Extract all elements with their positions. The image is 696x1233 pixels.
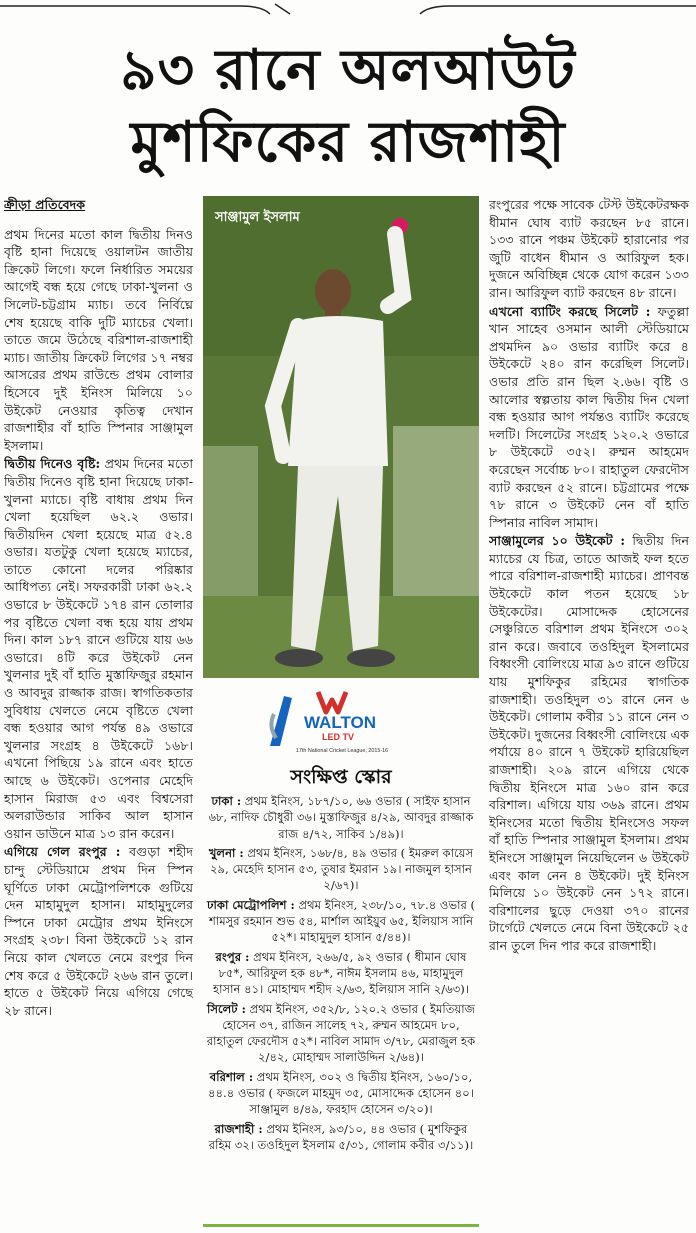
player-illustration [203, 196, 479, 678]
score-entry-dhaka [205, 793, 477, 842]
score-entry-sylhet [205, 1001, 477, 1066]
paragraph-sylhet [489, 303, 689, 532]
score-text: প্রথম ইনিংস, ৯৩/১০, ৪৪ ওভার ( মুশফিকুর রহিম ৩২। তওহিদুল ইসলাম ৫/৩১, গোলাম কবীর ৩/১১)। [208, 1121, 474, 1152]
score-entry-barishal [205, 1069, 477, 1118]
score-team: সিলেট : [207, 1001, 246, 1016]
scorecard [205, 793, 477, 1156]
headline-line-2: মুশফিকের রাজশাহী [130, 110, 566, 175]
subheading-sylhet: এখনো ব্যাটিং করছে সিলেট : [489, 303, 651, 319]
score-text: প্রথম ইনিংস, ৩৫২/৮, ১২০.২ ওভার ( ইমতিয়াজ হোসেন ৩৭, রাজিন সালেহ ৭২, রুম্মন আহমেদ ৮০, রাহাতুল ফেরদৌস ৫২*। নাবিল সামাদ ৩/৭৮, মেরাজুল হক ২/৪২, মোহাম্মদ সালাউদ্দিন ২/৬৪)। [206, 1001, 476, 1065]
score-team: ঢাকা : [211, 794, 242, 808]
article-column-1 [4, 196, 193, 1226]
paragraph-rangpur-cont: রংপুরের পক্ষে সাবেক টেস্ট উইকেটরক্ষক ধীমান ঘোষ ব্যাট করছেন ৮৫ রানে। ১৩৩ রানে পঞ্চম উইকেট হারানোর পর জুটি বাধেন ধীমান ও আরিফুল হক। দুজনে অবিচ্ছিন্ন থেকে যোগ করেন ১৩৩ রান। আরিফুল ব্যাট করছেন ৪৮ রানে। [489, 197, 689, 300]
logo-sub: LED TV [321, 732, 355, 742]
byline: ক্রীড়া প্রতিবেদক [4, 197, 86, 212]
score-team: বরিশাল : [209, 1069, 254, 1084]
score-team: ঢাকা মেট্রোপলিশ : [206, 897, 295, 912]
score-text: প্রথম ইনিংস, ৩০২ ও দ্বিতীয় ইনিংস, ১৬০/১০, ৪৪.৪ ওভার ( ফজলে মাহমুদ ৩৫, মোসাদ্দেক হোসেন ৪০। সাঞ্জামুল ৪/৪৯, ফরহাদ হোসেন ৩/২০)। [208, 1069, 474, 1117]
paragraph-rangpur [4, 843, 193, 1019]
paragraph-text: দ্বিতীয় দিন ম্যাচের যে চিত্র, তাতে আজই ফল হতে পারে বরিশাল-রাজশাহী ম্যাচের। প্রাণবন্ত উইকেটে কাল পতন হয়েছে ১৮ উইকেটের। মোসাদ্দেক হোসেনের সেঞ্চুরিতে বরিশাল প্রথম ইনিংসে ৩০২ রান করে। জবাবে তওহিদুল ইসলামের বিধ্বংসী বোলিংয়ে মাত্র ৯৩ রানে গুটিয়ে যায় মুশফিকুর রহিমের স্বাগতিক রাজশাহী। তওহিদুল ৩১ রানে নেন ৬ উইকেট। গোলাম কবীর ১১ রানে নেন ৩ উইকেট। দুজনের বিধ্বংসী বোলিংয়ে এক পর্যায়ে ৪০ রানে ৭ উইকেট হারিয়েছিল রাজশাহী। ২০৯ রানে এগিয়ে থেকে দ্বিতীয় ইনিংসে মাত্র ১৬০ রান করে বরিশাল। এগিয়ে যায় ৩৬৯ রানে। প্রথম ইনিংসের মতো দ্বিতীয় ইনিংসেও সফল বাঁ হাতি স্পিনার সাঞ্জামুল ইসলাম। প্রথম ইনিংসে সাঞ্জামুল নিয়েছিলেন ৬ উইকেট এবং কাল নেন ৪ উইকেট। দুই ইনিংস মিলিয়ে ১০ উইকেট নেন ১৭২ রানে। বরিশালের ছুড়ে দেওয়া ৩৭০ রানের টার্গেটে খেলতে নেমে বিনা উইকেটে ২৫ রান তুলে দিন পার করে রাজশাহী। [489, 533, 689, 953]
logo-brand: WALTON [303, 713, 377, 732]
score-entry-rajshahi [205, 1121, 477, 1154]
score-entry-dhaka-metro [205, 897, 477, 946]
paragraph-text: প্রথম দিনের মতো দ্বিতীয় দিনেও বৃষ্টি হানা দিয়েছে ঢাকা-খুলনা ম্যাচে। বৃষ্টি বাধায় প্রথম দিন খেলা হয়েছিল ৬২.২ ওভার। দ্বিতীয়দিন খেলা হয়েছে মাত্র ৫২.৪ ওভার। যতটুকু খেলা হয়েছে ম্যাচের, তাতে কোনো দলের পরিষ্কার আধিপত্য নেই। সফরকারী ঢাকা ৬২.২ ওভারে ৮ উইকেটে ১৭৪ রান তোলার পর বৃষ্টিতে খেলা বন্ধ হয়ে যায় প্রথম দিন। কাল ১৮৭ রানে গুটিয়ে যায় ৬৬ ওভারে। ৪টি করে উইকেট নেন খুলনার দুই বাঁ হাতি মুস্তাফিজুর রহমান ও আবদুর রাজ্জাক রাজ। স্বাগতিকতার সুবিধায় খেলতে নেমে বৃষ্টিতে খেলা বন্ধ হওয়ার আগ পর্যন্ত ৪৯ ওভারে খুলনার সংগ্রহ ৪ উইকেটে ১৬৮। এখনো পিছিয়ে ১৯ রানে এবং হাতে আছে ৬ উইকেট। ওপেনার মেহেদি হাসান মিরাজ ৫৩ এবং বিশ্বসেরা অলরাউন্ডার সাকিব আল হাসান ওয়ান ডাউনে মাত্র ১৩ রান করেন। [4, 456, 193, 841]
paragraph-sanjamul [489, 532, 689, 954]
logo-event: 17th National Cricket League, 2015-16 [295, 748, 389, 754]
score-text: প্রথম ইনিংস, ১৮৭/১০, ৬৬ ওভার ( সাইফ হাসান ৬৮, নাদিফ চৌধুরী ৩৬। মুস্তাফিজুর ৪/২৯, আবদুর রাজ্জাক রাজ ৪/৭২, সাকিব ১/৪৯)। [208, 794, 474, 841]
score-team: রংপুর : [215, 949, 250, 964]
subheading-rangpur: এগিয়ে গেল রংপুর : [4, 844, 121, 860]
headline-line-1: ৯৩ রানে অলআউট [120, 38, 576, 103]
walton-logo [262, 686, 400, 758]
score-team: রাজশাহী : [214, 1121, 263, 1136]
paragraph-text: বগুড়া শহীদ চান্দু স্টেডিয়ামে প্রথম দিন স্পিন ঘূর্ণিতে ঢাকা মেট্রোপলিশকে গুটিয়ে দেন মাহামুদুল হাসান। মাহামুদুলের স্পিনে ঢাকা মেট্রোর প্রথম ইনিংসে সংগ্রহ ২৩৮। বিনা উইকেটে ১২ রান নিয়ে কাল খেলতে নেমে রংপুর দিন শেষ করে ৫ উইকেটে ২৬৬ রান তুলে। হাতে ৫ উইকেট নিয়ে এগিয়ে গেছে ২৮ রানে। [4, 844, 193, 1018]
photo-caption: সাঞ্জামুল ইসলাম [215, 210, 300, 225]
score-team: খুলনা : [208, 845, 244, 860]
paragraph-text: ফতুল্লা খান সাহেব ওসমান আলী স্টেডিয়ামে প্রথমদিন ৯০ ওভার ব্যাটিং করে ৪ উইকেটে ২৪০ রান করেছিল সিলেট। ওভার প্রতি রান ছিল ২.৬৬। বৃষ্টি ও আলোর স্বল্পতায় কাল দ্বিতীয় দিন খেলা বন্ধ হওয়ার আগ পর্যন্তও ব্যাটিং করেছে দলটি। সিলেটের সংগ্রহ ১২০.২ ওভারে ৮ উইকেটে ৩৫২। রুম্মন আহমেদ করেছেন সর্বোচ্চ ৮০। রাহাতুল ফেরদৌস ব্যাট করছেন ৫২ রানে। চট্টগ্রামের পক্ষে ৭৮ রানে ৩ উইকেট নেন বাঁ হাতি স্পিনার নাবিল সামাদ। [489, 303, 689, 530]
score-entry-rangpur [205, 949, 477, 998]
score-text: প্রথম ইনিংস, ২৬৬/৫, ৯২ ওভার ( ধীমান ঘোষ ৮৫*, আরিফুল হক ৪৮*, নাঈম ইসলাম ৪৬, মাহামুদুল হাসান ৪১। মোহাম্মদ শহীদ ২/৬৩, ইলিয়াস সানি ২/৬৩)। [213, 949, 469, 997]
paragraph-dhaka-khulna [4, 455, 193, 842]
article-column-3 [489, 196, 689, 1226]
score-entry-khulna [205, 845, 477, 894]
subheading-sanjamul: সাঞ্জামুলের ১০ উইকেট : [489, 533, 626, 549]
player-photo [203, 196, 479, 678]
page-top-ornament [0, 0, 696, 22]
scorecard-bottom-bar [203, 1224, 479, 1227]
scorecard-title: সংক্ষিপ্ত স্কোর [290, 766, 392, 788]
paragraph-intro: প্রথম দিনের মতো কাল দ্বিতীয় দিনও বৃষ্টি হানা দিয়েছে ওয়ালটন জাতীয় ক্রিকেট লিগে। ফলে নির্ধারিত সময়ের আগেই বন্ধ হয়ে গেছে ঢাকা-খুলনা ও সিলেট-চট্টগ্রাম ম্যাচ। তবে নির্বিঘ্নে শেষ হয়েছে বাকি দুটি ম্যাচের খেলা। তাতে জমে উঠেছে বরিশাল-রাজশাহী ম্যাচ। জাতীয় ক্রিকেট লিগের ১৭ নম্বর আসরের প্রথম রাউন্ডে প্রথম বোলার হিসেবে দুই ইনিংস মিলিয়ে ১০ উইকেট নেওয়ার কৃতিত্ব দেখান রাজশাহীর বাঁ হাতি স্পিনার সাঞ্জামুল ইসলাম। [4, 226, 193, 453]
score-text: প্রথম ইনিংস, ২৩৮/১০, ৭৮.৪ ওভার ( শামসুর রহমান শুভ ৫৪, মার্শাল আইয়ুব ৬৫, ইলিয়াস সানি ৫২*। মাহামুদুল হাসান ৫/৪৪)। [208, 897, 476, 945]
score-text: প্রথম ইনিংস, ১৬৮/৪, ৪৯ ওভার ( ইমরুল কায়েস ২৯, মেহেদি হাসান ৫৩, তুষার ইমরান ১৯। নাজমুল হাসান ২/৬৭)। [210, 845, 474, 893]
subheading-rain: দ্বিতীয় দিনেও বৃষ্টি: [4, 456, 101, 472]
